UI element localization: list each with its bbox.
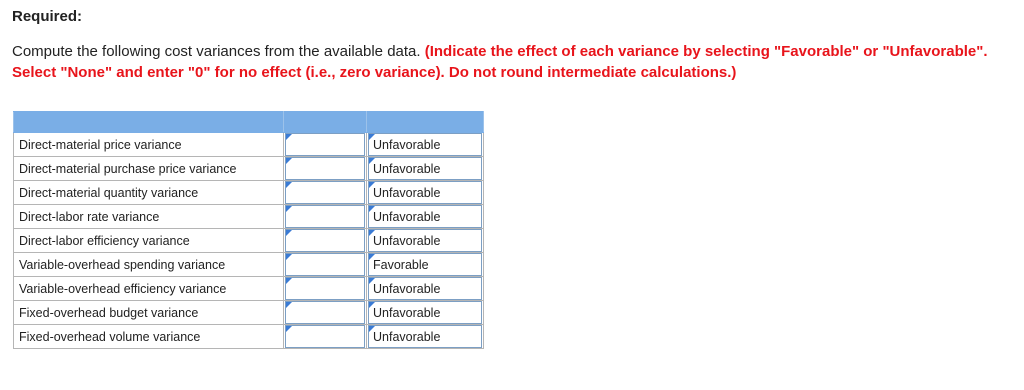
- effect-select[interactable]: [368, 325, 482, 348]
- effect-value: Unfavorable: [373, 138, 441, 152]
- amount-input[interactable]: [285, 301, 365, 324]
- effect-select[interactable]: [368, 301, 482, 324]
- table-row: [14, 181, 484, 205]
- variance-label: Variable-overhead spending variance: [14, 253, 284, 277]
- amount-cell: [284, 133, 367, 157]
- amount-cell: [284, 181, 367, 205]
- effect-value: Favorable: [373, 258, 429, 272]
- select-marker-icon: [369, 254, 375, 260]
- select-marker-icon: [369, 206, 375, 212]
- variance-label: Fixed-overhead budget variance: [14, 301, 284, 325]
- table-header-row: [14, 112, 484, 133]
- variance-label: Variable-overhead efficiency variance: [14, 277, 284, 301]
- effect-cell: [367, 133, 484, 157]
- amount-input[interactable]: [285, 181, 365, 204]
- input-marker-icon: [286, 230, 292, 236]
- effect-value: Unfavorable: [373, 282, 441, 296]
- table-row: [14, 157, 484, 181]
- amount-input[interactable]: [285, 325, 365, 348]
- input-marker-icon: [286, 158, 292, 164]
- effect-value: Unfavorable: [373, 306, 441, 320]
- select-marker-icon: [369, 182, 375, 188]
- input-marker-icon: [286, 254, 292, 260]
- select-marker-icon: [369, 230, 375, 236]
- table-row: [14, 205, 484, 229]
- input-marker-icon: [286, 326, 292, 332]
- effect-cell: [367, 277, 484, 301]
- header-amount-cell: [284, 112, 367, 133]
- amount-cell: [284, 301, 367, 325]
- variance-label: Direct-labor rate variance: [14, 205, 284, 229]
- amount-cell: [284, 229, 367, 253]
- effect-select[interactable]: [368, 253, 482, 276]
- select-marker-icon: [369, 134, 375, 140]
- variance-label: Direct-material purchase price variance: [14, 157, 284, 181]
- select-marker-icon: [369, 158, 375, 164]
- effect-select[interactable]: [368, 133, 482, 156]
- amount-cell: [284, 205, 367, 229]
- input-marker-icon: [286, 134, 292, 140]
- effect-select[interactable]: [368, 205, 482, 228]
- input-marker-icon: [286, 182, 292, 188]
- amount-cell: [284, 253, 367, 277]
- variance-label: Direct-labor efficiency variance: [14, 229, 284, 253]
- input-marker-icon: [286, 302, 292, 308]
- effect-cell: [367, 301, 484, 325]
- effect-value: Unfavorable: [373, 234, 441, 248]
- variance-label: Fixed-overhead volume variance: [14, 325, 284, 349]
- effect-cell: [367, 205, 484, 229]
- amount-input[interactable]: [285, 229, 365, 252]
- amount-input[interactable]: [285, 277, 365, 300]
- variance-table: [13, 111, 484, 349]
- header-label-cell: [14, 112, 284, 133]
- instructions-emphasis: (Indicate the effect of each variance by selecting "Favorable" or "Unfavorable". Select "None" and enter "0" for no effect (i.e., zero variance). Do not round intermediate calculations.): [12, 43, 988, 81]
- table-row: [14, 325, 484, 349]
- amount-input[interactable]: [285, 133, 365, 156]
- amount-input[interactable]: [285, 157, 365, 180]
- header-effect-cell: [367, 112, 484, 133]
- effect-value: Unfavorable: [373, 162, 441, 176]
- effect-cell: [367, 325, 484, 349]
- amount-input[interactable]: [285, 205, 365, 228]
- effect-select[interactable]: [368, 277, 482, 300]
- required-heading: Required:: [12, 8, 83, 25]
- instructions: [12, 41, 1012, 83]
- amount-cell: [284, 157, 367, 181]
- input-marker-icon: [286, 206, 292, 212]
- effect-value: Unfavorable: [373, 186, 441, 200]
- effect-select[interactable]: [368, 157, 482, 180]
- effect-cell: [367, 157, 484, 181]
- select-marker-icon: [369, 302, 375, 308]
- select-marker-icon: [369, 278, 375, 284]
- select-marker-icon: [369, 326, 375, 332]
- effect-select[interactable]: [368, 181, 482, 204]
- effect-value: Unfavorable: [373, 330, 441, 344]
- input-marker-icon: [286, 278, 292, 284]
- amount-cell: [284, 325, 367, 349]
- variance-label: Direct-material price variance: [14, 133, 284, 157]
- table-row: [14, 253, 484, 277]
- table-row: [14, 277, 484, 301]
- effect-value: Unfavorable: [373, 210, 441, 224]
- variance-label: Direct-material quantity variance: [14, 181, 284, 205]
- table-row: [14, 301, 484, 325]
- amount-cell: [284, 277, 367, 301]
- effect-cell: [367, 253, 484, 277]
- effect-cell: [367, 229, 484, 253]
- effect-cell: [367, 181, 484, 205]
- instructions-text: Compute the following cost variances from the available data.: [12, 43, 425, 60]
- amount-input[interactable]: [285, 253, 365, 276]
- effect-select[interactable]: [368, 229, 482, 252]
- table-row: [14, 133, 484, 157]
- table-row: [14, 229, 484, 253]
